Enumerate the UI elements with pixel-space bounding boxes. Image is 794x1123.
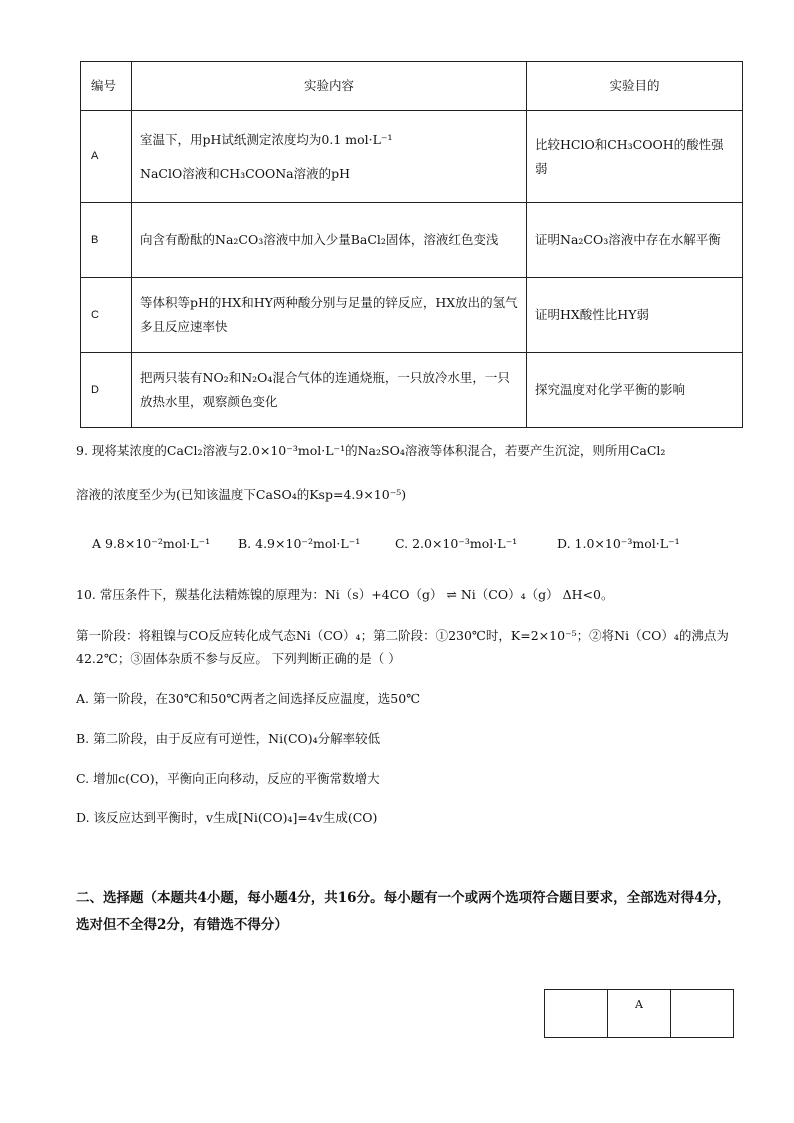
row-purpose: 比较HClO和CH₃COOH的酸性强弱	[527, 111, 743, 203]
table-row	[81, 353, 743, 428]
table-row	[81, 278, 743, 353]
row-content-line2: NaClO溶液和CH₃COONa溶液的pH	[140, 165, 351, 181]
question-9-line2: 溶液的浓度至少为(已知该温度下CaSO₄的Ksp=4.9×10⁻⁵)	[76, 487, 407, 502]
question-9-line1: 9. 现将某浓度的CaCl₂溶液与2.0×10⁻³mol·L⁻¹的Na₂SO₄溶液等体积混合，若要产生沉淀，则所用CaCl₂	[76, 443, 666, 458]
table-row	[81, 111, 743, 203]
row-id: A	[81, 111, 132, 203]
row-purpose: 证明Na₂CO₃溶液中存在水解平衡	[527, 203, 743, 278]
answer-box	[544, 989, 734, 1038]
row-content	[132, 111, 527, 203]
experiment-table	[80, 61, 743, 428]
row-id: B	[81, 203, 132, 278]
header-purpose: 实验目的	[527, 62, 743, 111]
q9-option-c: C. 2.0×10⁻³mol·L⁻¹	[395, 536, 518, 551]
row-id: D	[81, 353, 132, 428]
q9-option-b: B. 4.9×10⁻²mol·L⁻¹	[238, 536, 361, 551]
row-purpose: 证明HX酸性比HY弱	[527, 278, 743, 353]
header-num: 编号	[81, 62, 132, 111]
answer-box-row	[545, 990, 734, 1038]
row-content: 把两只装有NO₂和N₂O₄混合气体的连通烧瓶，一只放冷水里，一只放热水里，观察颜色变化	[132, 353, 527, 428]
table-header-row	[81, 62, 743, 111]
answer-cell: A	[608, 990, 671, 1038]
table-row	[81, 203, 743, 278]
row-purpose: 探究温度对化学平衡的影响	[527, 353, 743, 428]
section-2-heading: 二、选择题（本题共4小题，每小题4分，共16分。每小题有一个或两个选项符合题目要求，全部选对得4分，选对但不全得2分，有错选不得分）	[76, 890, 731, 933]
question-10-stages: 第一阶段：将粗镍与CO反应转化成气态Ni（CO）₄；第二阶段：①230℃时，K=2×10⁻⁵；②将Ni（CO）₄的沸点为42.2℃；③固体杂质不参与反应。 下列判断正确的是（ ）	[76, 628, 729, 666]
q9-option-d: D. 1.0×10⁻³mol·L⁻¹	[557, 536, 680, 551]
header-content: 实验内容	[132, 62, 527, 111]
q10-option-a: A. 第一阶段，在30℃和50℃两者之间选择反应温度，选50℃	[76, 691, 421, 706]
answer-cell	[545, 990, 608, 1038]
q9-option-a: A 9.8×10⁻²mol·L⁻¹	[92, 536, 211, 551]
question-10-stem: 10. 常压条件下，羰基化法精炼镍的原理为：Ni（s）+4CO（g） ⇌ Ni（CO）₄（g） ΔH<0。	[76, 587, 614, 602]
row-content: 向含有酚酞的Na₂CO₃溶液中加入少量BaCl₂固体，溶液红色变浅	[132, 203, 527, 278]
q10-option-b: B. 第二阶段，由于反应有可逆性，Ni(CO)₄分解率较低	[76, 731, 381, 746]
row-content: 等体积等pH的HX和HY两种酸分别与足量的锌反应，HX放出的氢气多且反应速率快	[132, 278, 527, 353]
row-id: C	[81, 278, 132, 353]
q10-option-c: C. 增加c(CO)，平衡向正向移动，反应的平衡常数增大	[76, 771, 380, 786]
answer-cell	[671, 990, 734, 1038]
row-content-line1: 室温下，用pH试纸测定浓度均为0.1 mol·L⁻¹	[140, 131, 393, 147]
q10-option-d: D. 该反应达到平衡时，v生成[Ni(CO)₄]=4v生成(CO)	[76, 810, 378, 825]
